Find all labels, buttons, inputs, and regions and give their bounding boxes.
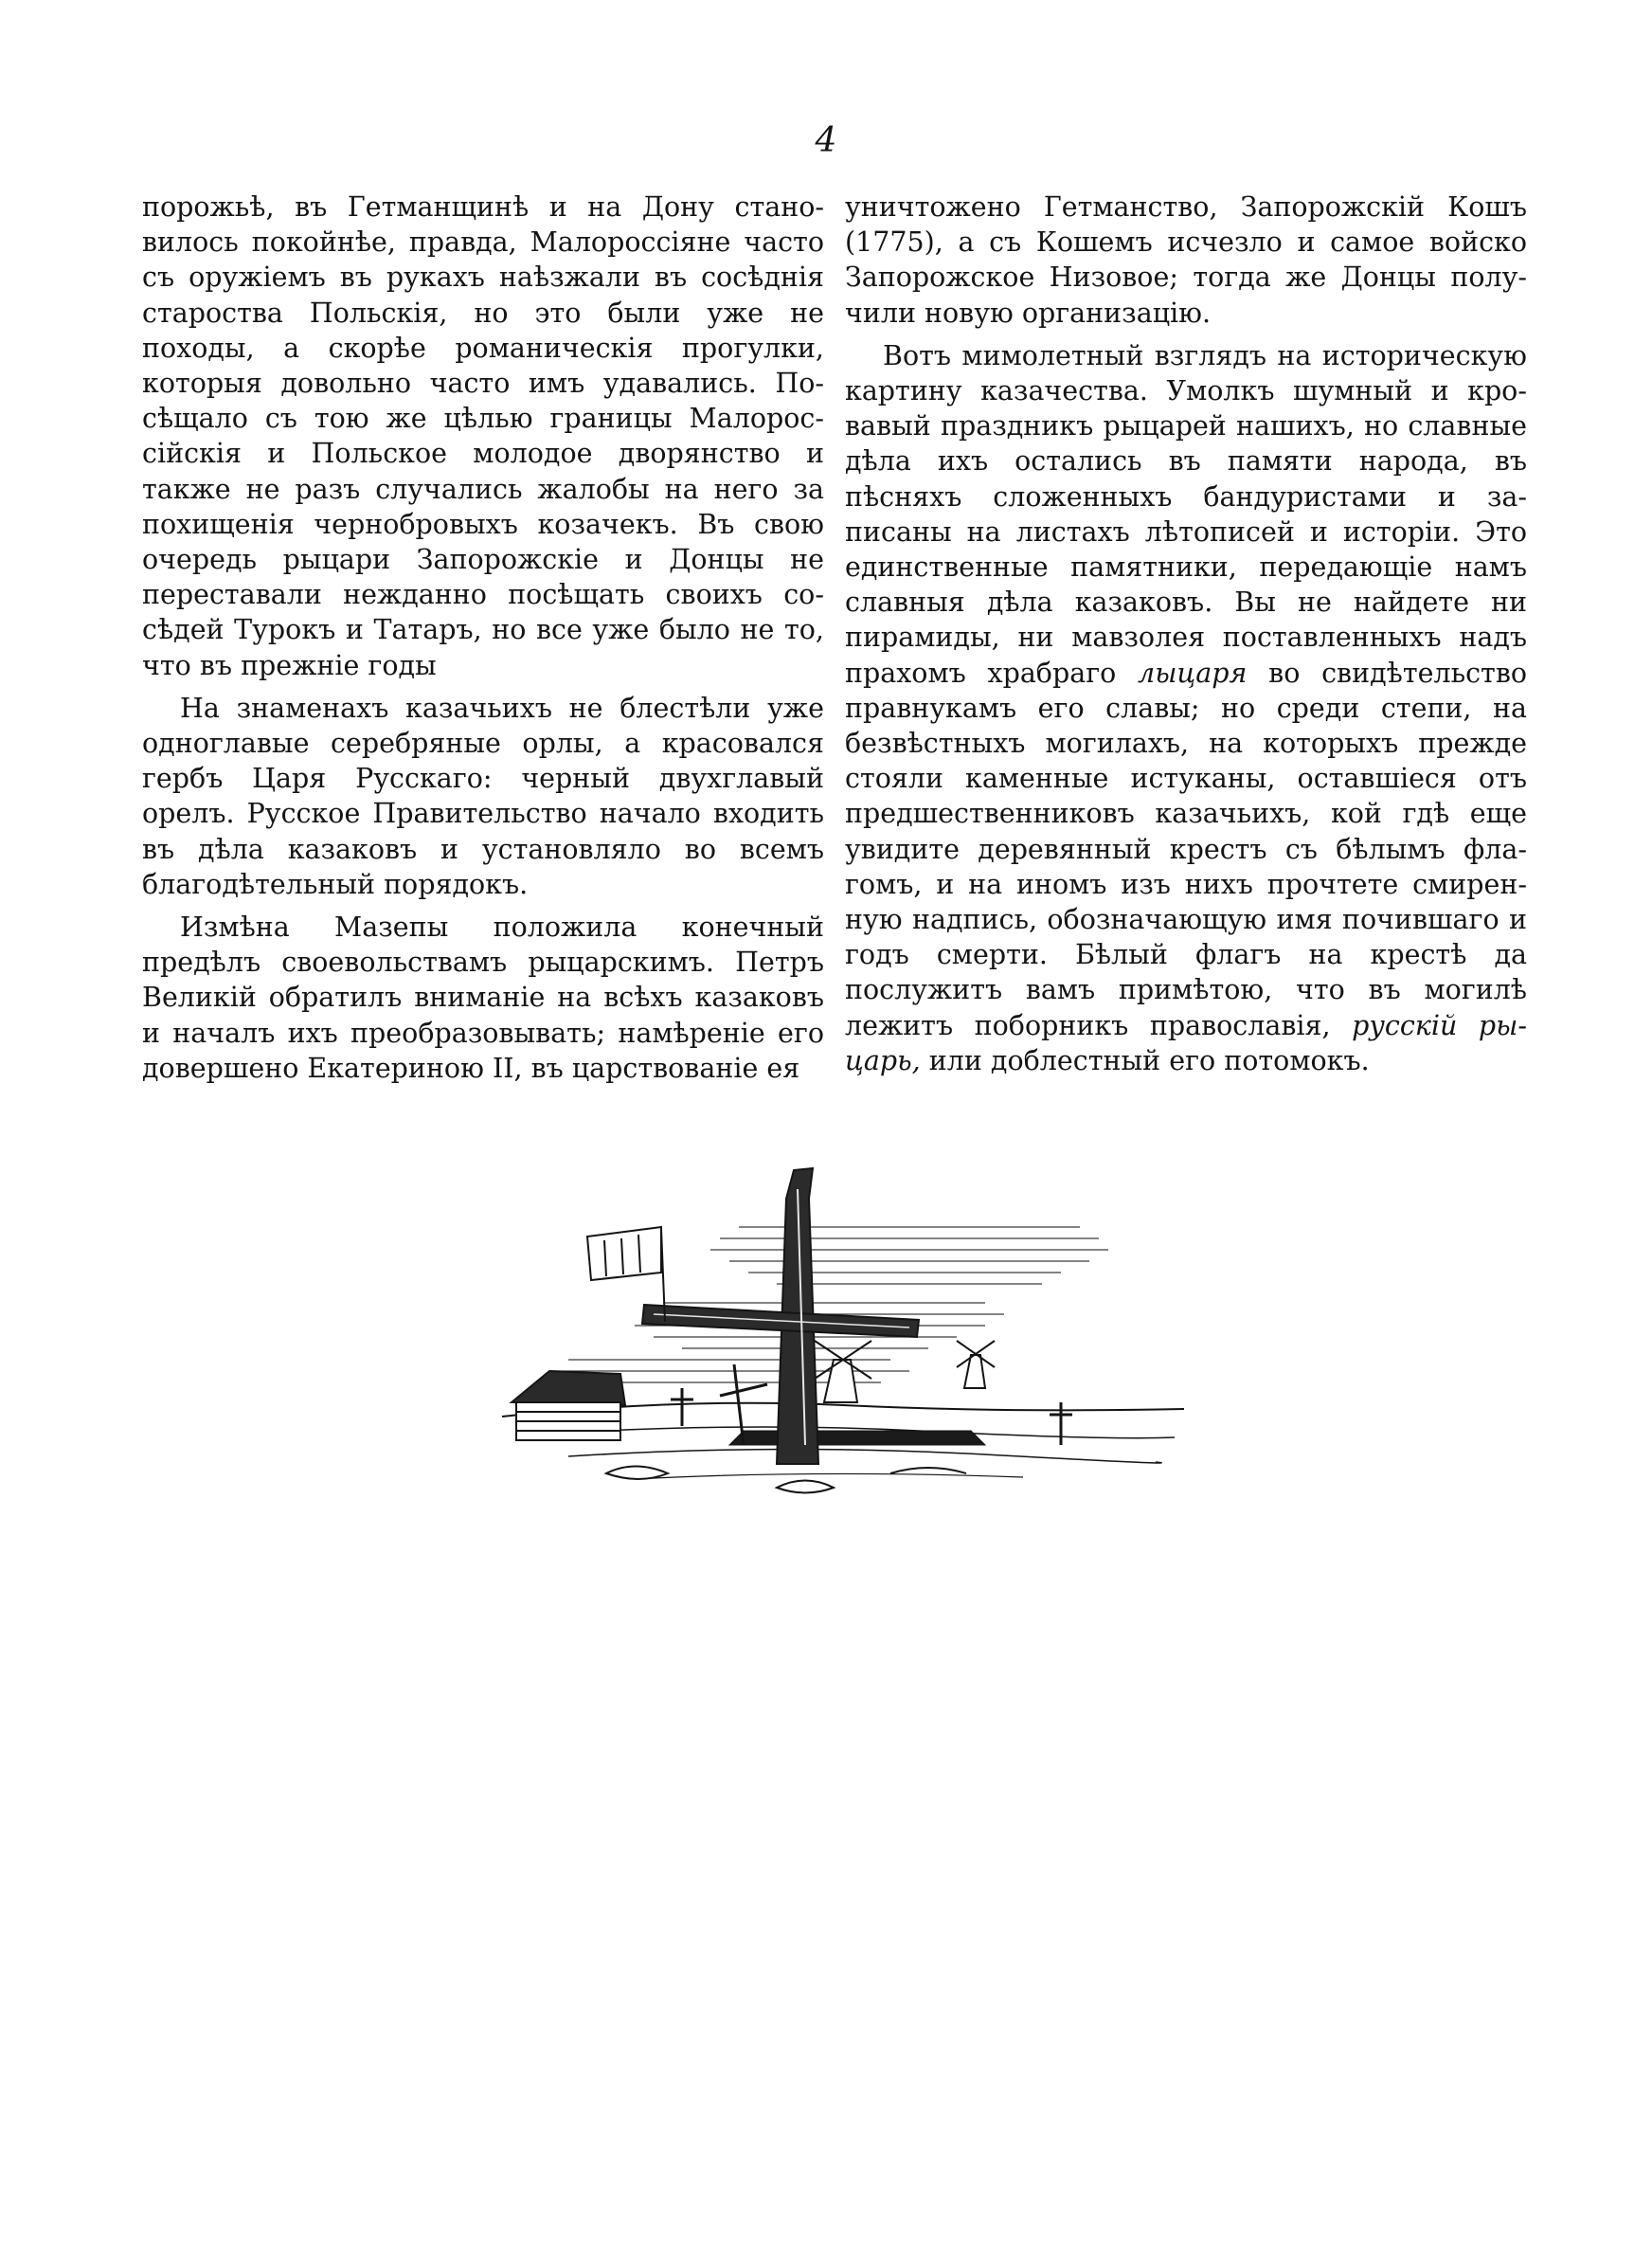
paragraph-2: На знаменахъ казачьихъ не блестѣли уже одноглавые серебряные орлы, а красовался гербъ Царя Русскаго: черный двухглавый орелъ. Русское Правительство начало входить въ дѣла казаковъ и установляло во всемъ благодѣтельный порядокъ. <box>142 692 824 900</box>
paragraph-5-part-c: или доблестный его потомокъ. <box>928 1044 1370 1076</box>
paragraph-5 <box>845 338 1527 1078</box>
page-number: 4 <box>815 121 837 160</box>
emphasis-russkiy-rytsar: русскій рыцарь, <box>845 1009 1527 1076</box>
emphasis-lytsarya: лыцаря <box>1138 657 1248 689</box>
main-cross <box>642 1168 919 1464</box>
paragraph-1: порожьѣ, въ Гетманщинѣ и на Дону становилось покойнѣе, правда, Малороссіяне часто съ оружіемъ въ рукахъ наѣзжали въ сосѣднія староства Польскія, но это были уже не походы, а скорѣе романическія прогулки, которыя довольно часто имъ удавались. Посѣщало съ тою же цѣлью границы Малороссійскія и Польское молодое дворянство и также не разъ случались жалобы на него за похищенія чернобровыхъ козачекъ. Въ свою очередь рыцари Запорожскіе и Донцы не переставали нежданно посѣщать своихъ сосѣдей Турокъ и Татаръ, но все уже было не то, что въ прежніе годы <box>142 191 824 681</box>
paragraph-5-part-a: Вотъ мимолетный взглядъ на историческую картину казачества. Умолкъ шумный и кровавый праздникъ рыцарей нашихъ, но славные дѣла ихъ остались въ памяти народа, въ пѣсняхъ сложенныхъ бандуристами и записаны на листахъ лѣтописей и исторіи. Это единственные памятники, передающіе намъ славныя дѣла казаковъ. Вы не найдете ни пирамиды, ни мавзолея поставленныхъ надъ прахомъ храбраго <box>845 339 1527 689</box>
hut <box>512 1371 625 1440</box>
left-column <box>142 190 824 1093</box>
right-column <box>845 190 1527 1086</box>
engraving-cross-illustration <box>493 1161 1194 1511</box>
foreground-stones <box>606 1467 966 1493</box>
paragraph-3: Измѣна Мазепы положила конечный предѣлъ своевольствамъ рыцарскимъ. Петръ Великій обратилъ вниманіе на всѣхъ казаковъ и началъ ихъ преобразовывать; намѣреніе его довершено Екатериною II, въ царствованіе ея <box>142 912 824 1084</box>
paragraph-4: уничтожено Гетманство, Запорожскій Кошъ (1775), а съ Кошемъ исчезло и самое войско Запорожское Низовое; тогда же Донцы получили новую организацію. <box>845 191 1527 329</box>
paragraph-5-part-b: во свидѣтельство правнукамъ его славы; но среди степи, на безвѣстныхъ могилахъ, на которыхъ прежде стояли каменные истуканы, оставшіеся отъ предшественниковъ казачьихъ, кой гдѣ еще увидите деревянный крестъ съ бѣлымъ флагомъ, и на иномъ изъ нихъ прочтете смиренную надпись, обозначающую имя почившаго и годъ смерти. Бѣлый флагъ на крестѣ да послужитъ вамъ примѣтою, что въ могилѣ лежитъ поборникъ православія, <box>845 657 1528 1041</box>
